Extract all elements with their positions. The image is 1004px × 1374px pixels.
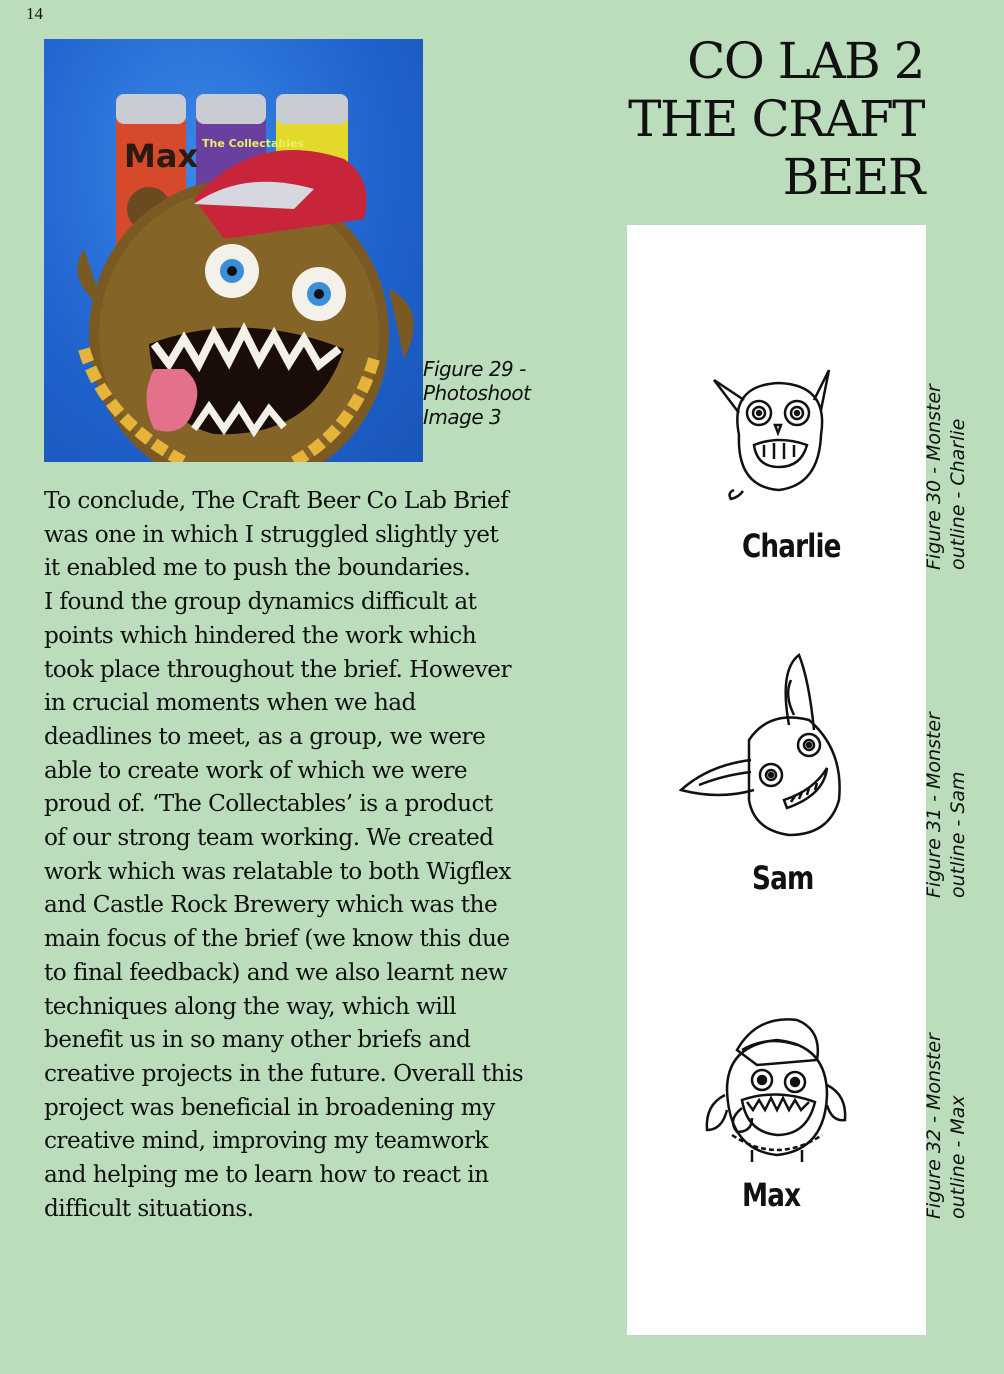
- title-line: THE CRAFT: [628, 90, 924, 148]
- body-line: To conclude, The Craft Beer Co Lab Brief: [44, 487, 509, 514]
- figure-caption-line: outline - Charlie: [947, 418, 969, 570]
- body-line: work which was relatable to both Wigflex: [44, 857, 511, 885]
- monster-name-max: Max: [742, 1176, 801, 1214]
- body-line: main focus of the brief (we know this due: [44, 925, 510, 953]
- monster-max-icon: [697, 1010, 857, 1170]
- photo-caption: [423, 357, 573, 429]
- photo-caption-line: Image 3: [423, 405, 502, 429]
- body-line: difficult situations.: [44, 1194, 254, 1222]
- monster-charlie-icon: [709, 365, 849, 505]
- monster-photo-illustration: [44, 39, 423, 462]
- figure-31-caption: [922, 712, 970, 898]
- title-line: BEER: [782, 148, 924, 206]
- body-line: and Castle Rock Brewery which was the: [44, 891, 498, 919]
- svg-text:Max: Max: [124, 137, 199, 175]
- figure-30-caption: [922, 384, 970, 570]
- figure-caption-line: Figure 32 - Monster: [923, 1033, 945, 1219]
- figure-caption-line: outline - Sam: [947, 771, 969, 898]
- page-title: [564, 32, 924, 206]
- body-line: proud of. ‘The Collectables’ is a product: [44, 790, 493, 818]
- body-line: able to create work of which we were: [44, 756, 468, 784]
- body-line: I found the group dynamics difficult at: [44, 588, 477, 616]
- body-line: project was beneficial in broadening my: [44, 1093, 495, 1121]
- figure-32-caption: [922, 1033, 970, 1219]
- svg-text:The Collectables: The Collectables: [202, 137, 305, 150]
- body-line: benefit us in so many other briefs and: [44, 1026, 471, 1054]
- body-line: creative mind, improving my teamwork: [44, 1127, 488, 1155]
- figure-caption-line: outline - Max: [947, 1095, 969, 1219]
- photoshoot-image: [44, 39, 423, 462]
- monster-name-charlie: Charlie: [742, 527, 841, 565]
- body-line: creative projects in the future. Overall this: [44, 1059, 524, 1087]
- body-line: of our strong team working. We created: [44, 824, 494, 852]
- body-line: took place throughout the brief. However: [44, 655, 511, 683]
- figure-caption-line: Figure 31 - Monster: [923, 712, 945, 898]
- title-line: CO LAB 2: [687, 32, 924, 90]
- monster-name-sam: Sam: [752, 859, 814, 897]
- body-line: was one in which I struggled slightly yet: [44, 520, 499, 548]
- body-line: and helping me to learn how to react in: [44, 1161, 489, 1189]
- body-line: deadlines to meet, as a group, we were: [44, 722, 486, 750]
- monster-outline-panel: [627, 225, 926, 1335]
- conclusion-paragraph: [44, 484, 584, 1225]
- body-line: points which hindered the work which: [44, 621, 477, 649]
- page-number: 14: [26, 4, 43, 23]
- monster-sam-icon: [679, 650, 859, 850]
- body-line: it enabled me to push the boundaries.: [44, 554, 471, 582]
- photo-caption-line: Figure 29 -: [423, 357, 526, 381]
- body-line: to final feedback) and we also learnt new: [44, 958, 508, 986]
- photo-caption-line: Photoshoot: [423, 381, 531, 405]
- body-line: in crucial moments when we had: [44, 689, 416, 717]
- figure-caption-line: Figure 30 - Monster: [923, 384, 945, 570]
- body-line: techniques along the way, which will: [44, 992, 456, 1020]
